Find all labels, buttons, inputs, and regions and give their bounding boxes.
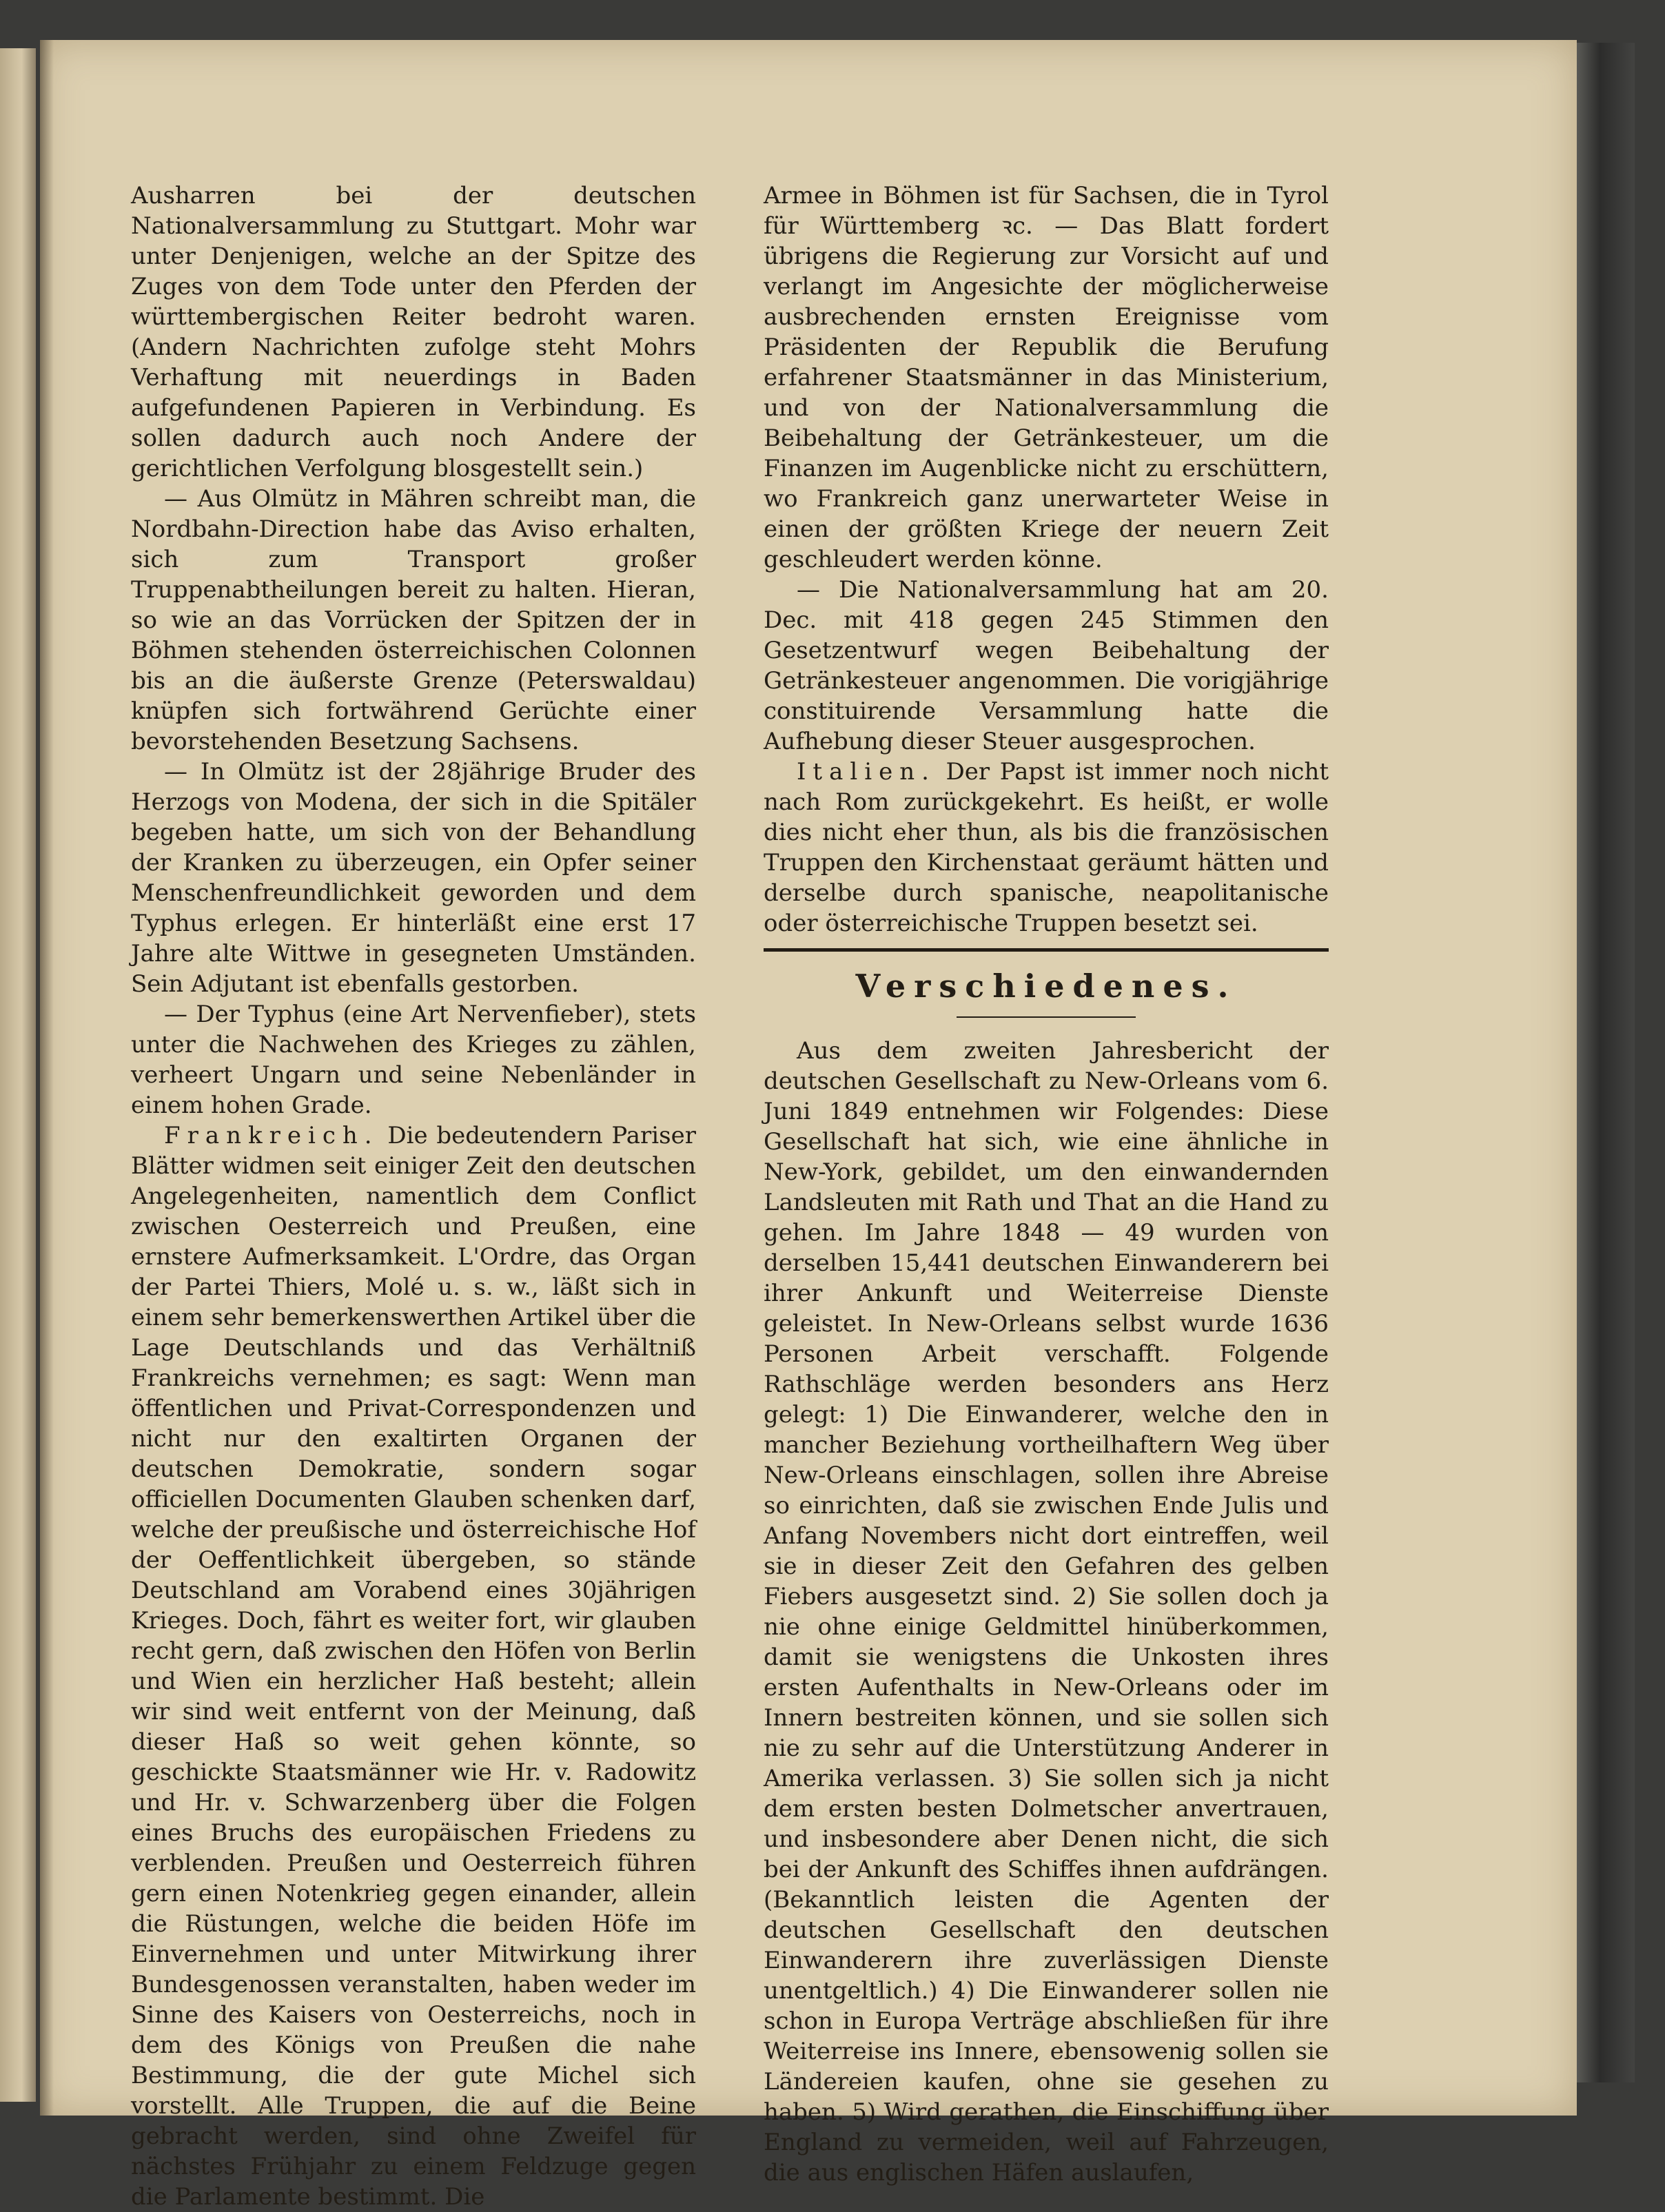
heading-underline — [957, 1016, 1136, 1018]
book-cover-edge — [1577, 43, 1635, 2082]
article-paragraph: Armee in Böhmen ist für Sachsen, die in Tyrol für Württemberg ꝛc. — Das Blatt fordert übrigens die Regierung zur Vorsicht auf und verlangt im Angesichte der möglicherweise ausbrechenden ernsten Ereignisse vom Präsidenten der Republik die Berufung erfahrener Staatsmänner in das Ministerium, und von der Nationalversammlung die Beibehaltung der Getränkesteuer, um die Finanzen im Augenblicke nicht zu erschüttern, wo Frankreich ganz unerwarteter Weise in einen der größten Kriege der neuern Zeit geschleudert werden könne. — [764, 182, 1329, 573]
article-paragraph-italien — [764, 757, 1329, 939]
right-text-column — [764, 181, 1329, 2188]
section-paragraph: Aus dem zweiten Jahresbericht der deutschen Gesellschaft zu New-Orleans vom 6. Juni 1849 entnehmen wir Folgendes: Diese Gesellschaft hat sich, wie eine ähnliche in New-York, gebildet, um den einwandernden Landsleuten mit Rath und That an die Hand zu gehen. Im Jahre 1848 — 49 wurden von derselben 15,441 deutschen Einwanderern bei ihrer Ankunft und Weiterreise Dienste geleistet. In New-Orleans selbst wurde 1636 Personen Arbeit verschafft. Folgende Rathschläge werden besonders ans Herz gelegt: 1) Die Einwanderer, welche den in mancher Beziehung vortheilhaftern Weg über New-Orleans einschlagen, sollen ihre Abreise so einrichten, daß sie zwischen Ende Julis und Anfang Novembers nicht dort eintreffen, weil sie in dieser Zeit den Gefahren des gelben Fiebers ausgesetzt sind. 2) Sie sollen doch ja nie ohne einige Geldmittel hinüberkommen, damit sie wenigstens die Unkosten ihres ersten Aufenthalts in New-Orleans oder im Innern bestreiten können, und sie sollen sich nie zu sehr auf die Unterstützung Anderer in Amerika verlassen. 3) Sie sollen sich ja nicht dem ersten besten Dolmetscher anvertrauen, und insbesondere aber Denen nicht, die sich bei der Ankunft des Schiffes ihnen aufdrängen. (Bekanntlich leisten die Agenten der deutschen Gesellschaft den deutschen Einwanderern ihre zuverlässigen Dienste unentgeltlich.) 4) Die Einwanderer sollen nie schon in Europa Verträge abschließen für ihre Weiterreise ins Innere, ebensowenig sollen sie Ländereien kaufen, ohne sie gesehen zu haben. 5) Wird gerathen, die Einschiffung über England zu vermeiden, weil auf Fahrzeugen, die aus englischen Häfen auslaufen, — [764, 1037, 1329, 2187]
binding-gutter-shadow — [40, 40, 54, 2116]
article-paragraph-frankreich — [131, 1120, 696, 2212]
article-paragraph: — Der Typhus (eine Art Nervenfieber), stets unter die Nachwehen des Krieges zu zählen, verheert Ungarn und seine Nebenländer in einem hohen Grade. — [131, 1001, 696, 1119]
country-label-italien: Italien. — [797, 758, 936, 786]
article-paragraph: Ausharren bei der deutschen Nationalversammlung zu Stuttgart. Mohr war unter Denjenigen, welche an der Spitze des Zuges von dem Tode unter den Pferden der württembergischen Reiter bedroht waren. (Andern Nachrichten zufolge steht Mohrs Verhaftung mit neuerdings in Baden aufgefundenen Papieren in Verbindung. Es sollen dadurch auch noch Andere der gerichtlichen Verfolgung blosgestellt sein.) — [131, 182, 696, 482]
left-text-column — [131, 181, 696, 2212]
section-heading: Verschiedenes. — [855, 967, 1237, 1005]
article-paragraph: — Die Nationalversammlung hat am 20. Dec. mit 418 gegen 245 Stimmen den Gesetzentwurf wegen Beibehaltung der Getränkesteuer angenommen. Die vorigjährige constituirende Versammlung hatte die Aufhebung dieser Steuer ausgesprochen. — [764, 576, 1329, 755]
article-paragraph: — Aus Olmütz in Mähren schreibt man, die Nordbahn-Direction habe das Aviso erhalten, sich zum Transport großer Truppenabtheilungen bereit zu halten. Hieran, so wie an das Vorrücken der Spitzen der in Böhmen stehenden österreichischen Colonnen bis an die äußerste Grenze (Peterswaldau) knüpfen sich fortwährend Gerüchte einer bevorstehenden Besetzung Sachsens. — [131, 485, 696, 755]
country-label-frankreich: Frankreich. — [164, 1122, 379, 1149]
adjacent-page-edge — [0, 48, 36, 2102]
article-paragraph: — In Olmütz ist der 28jährige Bruder des Herzogs von Modena, der sich in die Spitäler begeben hatte, um sich von der Behandlung der Kranken zu überzeugen, ein Opfer seiner Menschenfreundlichkeit geworden und dem Typhus erlegen. Er hinterläßt eine erst 17 Jahre alte Wittwe in gesegneten Umständen. Sein Adjutant ist ebenfalls gestorben. — [131, 758, 696, 998]
section-divider — [764, 948, 1329, 952]
frankreich-text: Die bedeutendern Pariser Blätter widmen seit einiger Zeit den deutschen Angelegenheiten, namentlich dem Conflict zwischen Oesterreich und Preußen, eine ernstere Aufmerksamkeit. L'Ordre, das Organ der Partei Thiers, Molé u. s. w., läßt sich in einem sehr bemerkenswerthen Artikel über die Lage Deutschlands und das Verhältniß Frankreichs vernehmen; es sagt: Wenn man öffentlichen und Privat-Correspondenzen und nicht nur den exaltirten Organen der deutschen Demokratie, sondern sogar officiellen Documenten Glauben schenken darf, welche der preußische und österreichische Hof der Oeffentlichkeit übergeben, so stände Deutschland am Vorabend eines 30jährigen Krieges. Doch, fährt es weiter fort, wir glauben recht gern, daß zwischen den Höfen von Berlin und Wien ein herzlicher Haß besteht; allein wir sind weit entfernt von der Meinung, daß dieser Haß so weit gehen könnte, so geschickte Staatsmänner wie Hr. v. Radowitz und Hr. v. Schwarzenberg über die Folgen eines Bruchs des europäischen Friedens zu verblenden. Preußen und Oesterreich führen gern einen Notenkrieg gegen einander, allein die Rüstungen, welche die beiden Höfe im Einvernehmen und unter Mitwirkung ihrer Bundesgenossen veranstalten, haben weder im Sinne des Kaisers von Oesterreichs, noch in dem des Königs von Preußen die nahe Bestimmung, die der gute Michel sich vorstellt. Alle Truppen, die auf die Beine gebracht werden, sind ohne Zweifel für nächstes Frühjahr zu einem Feldzuge gegen die Parlamente bestimmt. Die — [131, 1122, 697, 2211]
italien-text: Der Papst ist immer noch nicht nach Rom zurückgekehrt. Es heißt, er wolle dies nicht eher thun, als bis die französischen Truppen den Kirchenstaat geräumt hätten und derselbe durch spanische, neapolitanische oder österreichische Truppen besetzt sei. — [764, 758, 1329, 937]
